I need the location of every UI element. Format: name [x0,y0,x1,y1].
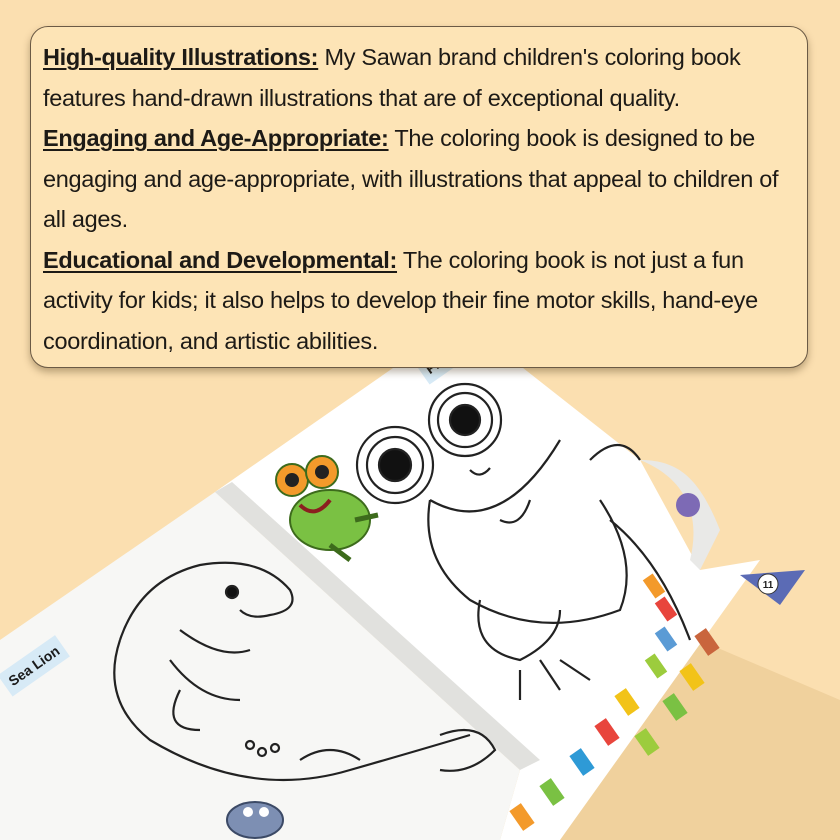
feature-text: The coloring book is not just a fun activity for kids; it also helps to develop their fine motor skills, hand-eye coordination, and artistic abilities. [43,246,758,354]
feature-heading: Educational and Developmental: [43,246,398,273]
features-card [30,26,808,368]
feature-heading: Engaging and Age-Appropriate: [43,125,389,151]
page-number: 11 [762,580,774,591]
left-page-label: Sea Lion [5,642,63,690]
feature-heading: High-quality Illustrations: [43,44,319,70]
colored-seal-sample [227,802,283,838]
feature-illustrations [43,37,795,118]
feature-educational [43,240,795,362]
feature-text: The coloring book is designed to be engaging and age-appropriate, with illustrations that appeal to children of all ages. [43,125,779,232]
feature-engaging [43,118,795,240]
feature-text: My Sawan brand children's coloring book features hand-drawn illustrations that are of exceptional quality. [43,44,741,111]
